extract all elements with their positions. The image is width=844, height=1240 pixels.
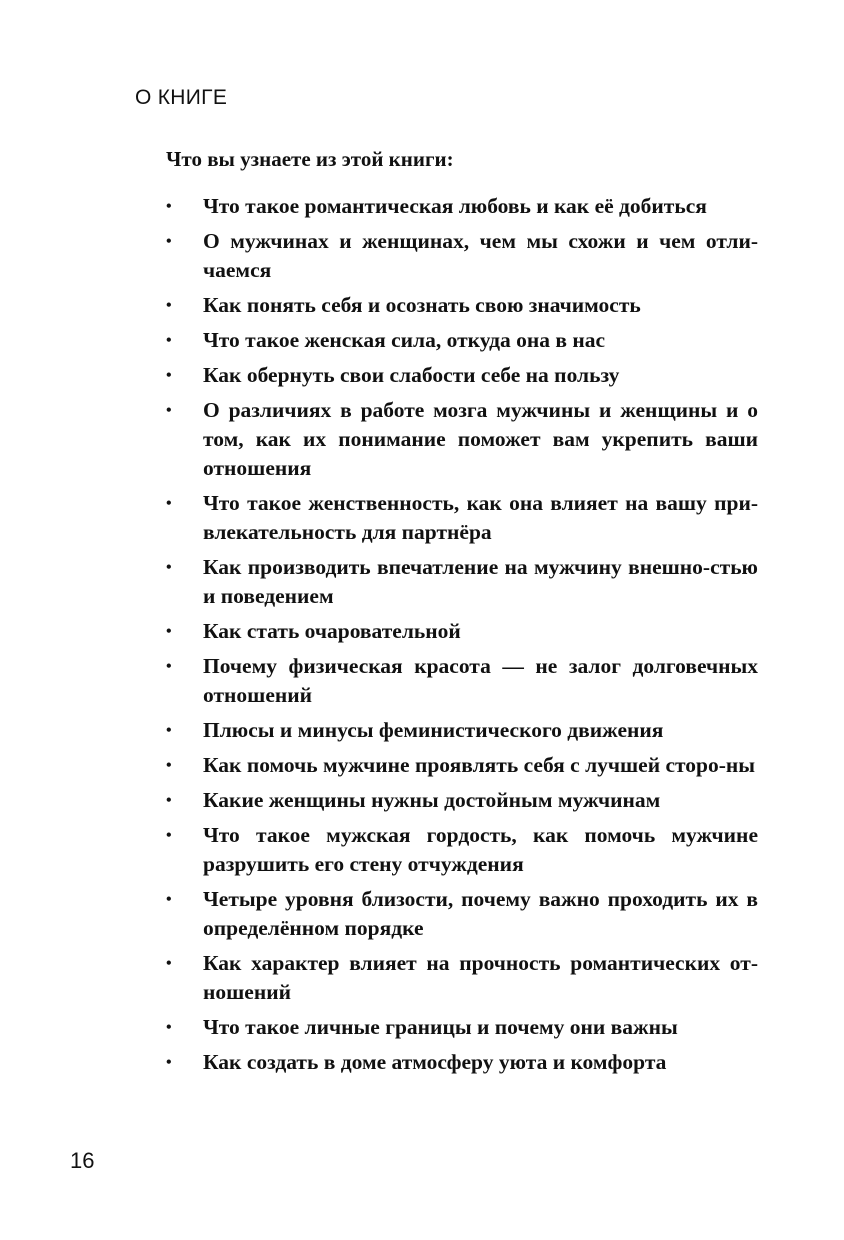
- list-item: [166, 1013, 758, 1042]
- bullet-icon: •: [166, 658, 172, 675]
- list-item-text: Как характер влияет на прочность романтических от-ношений: [203, 951, 758, 1004]
- list-item: [166, 949, 758, 1007]
- list-item-text: Как создать в доме атмосферу уюта и комфорта: [203, 1050, 667, 1074]
- bullet-icon: •: [166, 332, 172, 349]
- bullet-icon: •: [166, 495, 172, 512]
- list-item-text: Четыре уровня близости, почему важно проходить их в определённом порядке: [203, 887, 758, 940]
- bullet-icon: •: [166, 198, 172, 215]
- list-item: [166, 396, 758, 483]
- list-item: [166, 821, 758, 879]
- list-item: [166, 489, 758, 547]
- bullet-icon: •: [166, 297, 172, 314]
- list-item-text: Почему физическая красота — не залог долговечных отношений: [203, 654, 758, 707]
- bullet-icon: •: [166, 792, 172, 809]
- bullet-icon: •: [166, 1054, 172, 1071]
- list-item-text: Как стать очаровательной: [203, 619, 461, 643]
- list-item: [166, 716, 758, 745]
- list-item-text: Что такое мужская гордость, как помочь мужчине разрушить его стену отчуждения: [203, 823, 758, 876]
- list-item: [166, 326, 758, 355]
- list-item-text: Какие женщины нужны достойным мужчинам: [203, 788, 661, 812]
- list-item-text: Что такое личные границы и почему они важны: [203, 1015, 678, 1039]
- list-item-text: Как понять себя и осознать свою значимость: [203, 293, 641, 317]
- list-item-text: О мужчинах и женщинах, чем мы схожи и чем отли-чаемся: [203, 229, 758, 282]
- list-item: [166, 617, 758, 646]
- list-item-text: О различиях в работе мозга мужчины и женщины и о том, как их понимание поможет вам укрепить ваши отношения: [203, 398, 758, 480]
- list-item: [166, 652, 758, 710]
- list-item-text: Как обернуть свои слабости себе на пользу: [203, 363, 620, 387]
- bullet-icon: •: [166, 827, 172, 844]
- bullet-icon: •: [166, 891, 172, 908]
- running-header: О КНИГЕ: [135, 86, 228, 109]
- list-item: [166, 361, 758, 390]
- intro-line: Что вы узнаете из этой книги:: [166, 147, 454, 171]
- page-number: 16: [70, 1148, 95, 1173]
- list-item: [166, 885, 758, 943]
- list-item: [166, 192, 758, 221]
- list-item-text: Что такое романтическая любовь и как её добиться: [203, 194, 707, 218]
- list-item-text: Как производить впечатление на мужчину внешно-стью и поведением: [203, 555, 758, 608]
- bullet-icon: •: [166, 757, 172, 774]
- list-item: [166, 1048, 758, 1077]
- list-item-text: Что такое женственность, как она влияет на вашу при-влекательность для партнёра: [203, 491, 758, 544]
- list-item-text: Плюсы и минусы феминистического движения: [203, 718, 664, 742]
- list-item: [166, 786, 758, 815]
- list-item: [166, 751, 758, 780]
- topics-list: [166, 192, 758, 1083]
- list-item-text: Что такое женская сила, откуда она в нас: [203, 328, 606, 352]
- bullet-icon: •: [166, 559, 172, 576]
- list-item: [166, 291, 758, 320]
- bullet-icon: •: [166, 233, 172, 250]
- bullet-icon: •: [166, 367, 172, 384]
- list-item: [166, 553, 758, 611]
- bullet-icon: •: [166, 1019, 172, 1036]
- list-item: [166, 227, 758, 285]
- bullet-icon: •: [166, 722, 172, 739]
- bullet-icon: •: [166, 623, 172, 640]
- bullet-icon: •: [166, 955, 172, 972]
- bullet-icon: •: [166, 402, 172, 419]
- list-item-text: Как помочь мужчине проявлять себя с лучшей сторо-ны: [203, 753, 756, 777]
